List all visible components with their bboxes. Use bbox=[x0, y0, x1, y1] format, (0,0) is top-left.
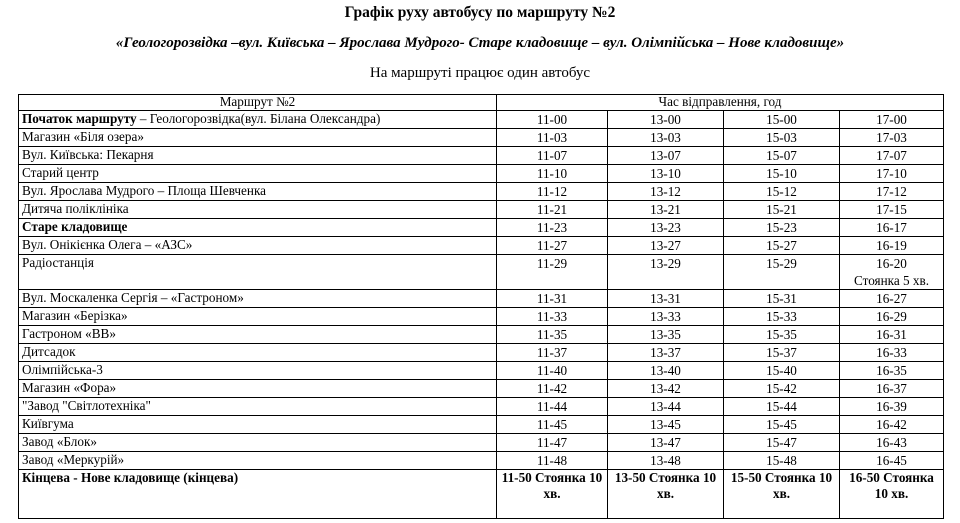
departure-time-3 bbox=[724, 290, 840, 308]
stop-name bbox=[19, 201, 497, 219]
table-row bbox=[19, 111, 944, 129]
departure-time-2 bbox=[608, 434, 724, 452]
stop-name bbox=[19, 183, 497, 201]
final-departure-time-1: 11-50 Стоянка 10 хв. bbox=[497, 470, 608, 519]
table-header-row bbox=[19, 95, 944, 111]
time-value: 15-07 bbox=[766, 148, 797, 163]
departure-time-1 bbox=[497, 219, 608, 237]
time-value: 13-00 bbox=[650, 112, 681, 127]
time-value: 15-47 bbox=[766, 435, 797, 450]
stop-name bbox=[19, 129, 497, 147]
departure-time-1 bbox=[497, 380, 608, 398]
departure-time-1 bbox=[497, 111, 608, 129]
time-value: 15-21 bbox=[766, 202, 797, 217]
departure-time-4 bbox=[840, 219, 944, 237]
departure-time-3 bbox=[724, 326, 840, 344]
time-value: 17-15 bbox=[876, 202, 907, 217]
departure-time-1 bbox=[497, 398, 608, 416]
time-value: 11-44 bbox=[536, 399, 568, 414]
time-value: 15-29 bbox=[766, 256, 797, 271]
header-route: Маршрут №2 bbox=[19, 95, 497, 111]
departure-time-2 bbox=[608, 416, 724, 434]
time-value: 15-27 bbox=[766, 238, 797, 253]
time-value: 15-44 bbox=[766, 399, 797, 414]
stop-name-text: Дитсадок bbox=[22, 344, 76, 359]
time-value: 15-45 bbox=[766, 417, 797, 432]
table-row bbox=[19, 434, 944, 452]
departure-time-1 bbox=[497, 434, 608, 452]
time-value: 15-03 bbox=[766, 130, 797, 145]
stop-name bbox=[19, 416, 497, 434]
route-description: «Геологорозвідка –вул. Київська – Ярослава Мудрого- Старе кладовище – вул. Олімпійська – Нове кладовище» bbox=[115, 35, 845, 51]
table-row bbox=[19, 344, 944, 362]
time-value: 16-20 bbox=[876, 256, 907, 271]
table-row bbox=[19, 255, 944, 290]
time-value: 15-00 bbox=[766, 112, 797, 127]
departure-time-3 bbox=[724, 219, 840, 237]
departure-time-2 bbox=[608, 129, 724, 147]
departure-time-4 bbox=[840, 362, 944, 380]
departure-time-3 bbox=[724, 201, 840, 219]
departure-time-1 bbox=[497, 129, 608, 147]
departure-time-3 bbox=[724, 398, 840, 416]
table-row bbox=[19, 326, 944, 344]
table-row bbox=[19, 165, 944, 183]
time-value: 13-03 bbox=[650, 130, 681, 145]
table-row bbox=[19, 129, 944, 147]
departure-time-3 bbox=[724, 380, 840, 398]
time-value: 11-37 bbox=[536, 345, 568, 360]
stop-name-text: Вул. Москаленка Сергія – «Гастроном» bbox=[22, 290, 244, 305]
departure-time-2 bbox=[608, 183, 724, 201]
stop-name bbox=[19, 398, 497, 416]
departure-time-4 bbox=[840, 255, 944, 290]
stop-name-text: Старий центр bbox=[22, 165, 99, 180]
departure-time-4 bbox=[840, 129, 944, 147]
departure-time-1 bbox=[497, 362, 608, 380]
departure-time-2 bbox=[608, 326, 724, 344]
departure-time-2 bbox=[608, 290, 724, 308]
time-value: 11-27 bbox=[536, 238, 568, 253]
departure-time-3 bbox=[724, 344, 840, 362]
table-row bbox=[19, 380, 944, 398]
bus-note: На маршруті працює один автобус bbox=[369, 65, 591, 81]
departure-time-3 bbox=[724, 308, 840, 326]
time-value: 13-23 bbox=[650, 220, 681, 235]
departure-time-2 bbox=[608, 308, 724, 326]
departure-time-2 bbox=[608, 362, 724, 380]
time-value: 11-07 bbox=[536, 148, 568, 163]
departure-time-4 bbox=[840, 344, 944, 362]
departure-time-4 bbox=[840, 183, 944, 201]
stop-name-text: Завод «Блок» bbox=[22, 434, 97, 449]
layover-note: Стоянка 5 хв. bbox=[853, 273, 930, 288]
time-value: 13-21 bbox=[650, 202, 681, 217]
time-value: 16-39 bbox=[876, 399, 907, 414]
time-value: 16-42 bbox=[876, 417, 907, 432]
time-value: 17-00 bbox=[876, 112, 907, 127]
stop-name bbox=[19, 452, 497, 470]
time-value: 17-12 bbox=[876, 184, 907, 199]
time-value: 11-47 bbox=[536, 435, 568, 450]
departure-time-1 bbox=[497, 183, 608, 201]
stop-name bbox=[19, 308, 497, 326]
page-title: Графік руху автобусу по маршруту №2 bbox=[344, 4, 616, 21]
stop-name bbox=[19, 111, 497, 129]
departure-time-2 bbox=[608, 201, 724, 219]
time-value: 15-35 bbox=[766, 327, 797, 342]
time-value: 15-12 bbox=[766, 184, 797, 199]
departure-time-1 bbox=[497, 237, 608, 255]
time-value: 15-40 bbox=[766, 363, 797, 378]
time-value: 13-37 bbox=[650, 345, 681, 360]
stop-name-text: Завод «Меркурій» bbox=[22, 452, 125, 467]
stop-name-text: Гастроном «ВВ» bbox=[22, 326, 116, 341]
stop-name bbox=[19, 165, 497, 183]
stop-name-text: "Завод "Світлотехніка" bbox=[22, 398, 151, 413]
time-value: 16-37 bbox=[876, 381, 907, 396]
departure-time-4 bbox=[840, 416, 944, 434]
departure-time-1 bbox=[497, 255, 608, 290]
time-value: 15-23 bbox=[766, 220, 797, 235]
time-value: 16-43 bbox=[876, 435, 907, 450]
time-value: 13-31 bbox=[650, 291, 681, 306]
departure-time-1 bbox=[497, 416, 608, 434]
time-value: 11-00 bbox=[536, 112, 568, 127]
stop-name bbox=[19, 255, 497, 290]
table-row-final bbox=[19, 470, 944, 519]
departure-time-3 bbox=[724, 111, 840, 129]
departure-time-1 bbox=[497, 201, 608, 219]
time-value: 15-10 bbox=[766, 166, 797, 181]
time-value: 13-47 bbox=[650, 435, 681, 450]
departure-time-2 bbox=[608, 380, 724, 398]
departure-time-4 bbox=[840, 380, 944, 398]
stop-name bbox=[19, 434, 497, 452]
departure-time-3 bbox=[724, 434, 840, 452]
departure-time-1 bbox=[497, 452, 608, 470]
stop-name bbox=[19, 344, 497, 362]
departure-time-2 bbox=[608, 165, 724, 183]
final-stop-name: Кінцева - Нове кладовище (кінцева) bbox=[19, 470, 497, 519]
time-value: 13-10 bbox=[650, 166, 681, 181]
departure-time-1 bbox=[497, 344, 608, 362]
departure-time-1 bbox=[497, 290, 608, 308]
stop-name bbox=[19, 290, 497, 308]
time-value: 11-10 bbox=[536, 166, 568, 181]
time-value: 11-33 bbox=[536, 309, 568, 324]
time-value: 13-40 bbox=[650, 363, 681, 378]
departure-time-2 bbox=[608, 219, 724, 237]
departure-time-3 bbox=[724, 452, 840, 470]
stop-name-text: Магазин «Берізка» bbox=[22, 308, 128, 323]
table-row bbox=[19, 362, 944, 380]
departure-time-3 bbox=[724, 416, 840, 434]
departure-time-1 bbox=[497, 147, 608, 165]
time-value: 15-31 bbox=[766, 291, 797, 306]
departure-time-4 bbox=[840, 452, 944, 470]
time-value: 15-48 bbox=[766, 453, 797, 468]
header-departure-time: Час відправлення, год bbox=[497, 95, 944, 111]
departure-time-4 bbox=[840, 201, 944, 219]
departure-time-2 bbox=[608, 147, 724, 165]
time-value: 11-40 bbox=[536, 363, 568, 378]
time-value: 16-31 bbox=[876, 327, 907, 342]
time-value: 13-12 bbox=[650, 184, 681, 199]
time-value: 16-29 bbox=[876, 309, 907, 324]
table-row bbox=[19, 183, 944, 201]
time-value: 17-03 bbox=[876, 130, 907, 145]
time-value: 13-29 bbox=[650, 256, 681, 271]
departure-time-3 bbox=[724, 183, 840, 201]
departure-time-2 bbox=[608, 398, 724, 416]
stop-name-text: Магазин «Фора» bbox=[22, 380, 117, 395]
stop-name-text: Магазин «Біля озера» bbox=[22, 129, 144, 144]
table-row bbox=[19, 416, 944, 434]
departure-time-4 bbox=[840, 308, 944, 326]
time-value: 13-45 bbox=[650, 417, 681, 432]
time-value: 11-29 bbox=[536, 256, 568, 271]
stop-name-text: – Геологорозвідка(вул. Білана Олександра) bbox=[136, 111, 381, 126]
stop-name-text: Київгума bbox=[22, 416, 74, 431]
time-value: 11-23 bbox=[536, 220, 568, 235]
final-departure-time-2: 13-50 Стоянка 10 хв. bbox=[608, 470, 724, 519]
stop-name-text: Вул. Ярослава Мудрого – Площа Шевченка bbox=[22, 183, 267, 198]
time-value: 11-42 bbox=[536, 381, 568, 396]
stop-name bbox=[19, 237, 497, 255]
stop-name-text: Дитяча поліклініка bbox=[22, 201, 129, 216]
departure-time-4 bbox=[840, 398, 944, 416]
departure-time-4 bbox=[840, 326, 944, 344]
time-value: 16-27 bbox=[876, 291, 907, 306]
departure-time-3 bbox=[724, 255, 840, 290]
stop-name-bold: Старе кладовище bbox=[22, 219, 128, 234]
departure-time-3 bbox=[724, 165, 840, 183]
departure-time-4 bbox=[840, 147, 944, 165]
time-value: 16-35 bbox=[876, 363, 907, 378]
departure-time-2 bbox=[608, 255, 724, 290]
time-value: 13-42 bbox=[650, 381, 681, 396]
time-value: 16-45 bbox=[876, 453, 907, 468]
departure-time-4 bbox=[840, 237, 944, 255]
table-row bbox=[19, 147, 944, 165]
stop-name bbox=[19, 147, 497, 165]
final-departure-time-3: 15-50 Стоянка 10 хв. bbox=[724, 470, 840, 519]
stop-name-text: Вул. Онікієнка Олега – «АЗС» bbox=[22, 237, 193, 252]
time-value: 16-33 bbox=[876, 345, 907, 360]
time-value: 11-35 bbox=[536, 327, 568, 342]
stop-name bbox=[19, 362, 497, 380]
departure-time-2 bbox=[608, 452, 724, 470]
time-value: 11-48 bbox=[536, 453, 568, 468]
time-value: 16-17 bbox=[876, 220, 907, 235]
time-value: 13-27 bbox=[650, 238, 681, 253]
departure-time-4 bbox=[840, 165, 944, 183]
stop-name-bold: Початок маршруту bbox=[22, 111, 137, 126]
time-value: 16-19 bbox=[876, 238, 907, 253]
departure-time-4 bbox=[840, 290, 944, 308]
departure-time-2 bbox=[608, 111, 724, 129]
table-row bbox=[19, 398, 944, 416]
departure-time-4 bbox=[840, 434, 944, 452]
table-row bbox=[19, 290, 944, 308]
time-value: 11-31 bbox=[536, 291, 568, 306]
stop-name bbox=[19, 326, 497, 344]
time-value: 11-12 bbox=[536, 184, 568, 199]
final-departure-time-4: 16-50 Стоянка 10 хв. bbox=[840, 470, 944, 519]
table-row bbox=[19, 201, 944, 219]
time-value: 13-07 bbox=[650, 148, 681, 163]
schedule-table bbox=[18, 94, 944, 519]
departure-time-4 bbox=[840, 111, 944, 129]
stop-name-text: Олімпійська-3 bbox=[22, 362, 103, 377]
departure-time-1 bbox=[497, 326, 608, 344]
time-value: 17-10 bbox=[876, 166, 907, 181]
table-row bbox=[19, 237, 944, 255]
time-value: 11-21 bbox=[536, 202, 568, 217]
time-value: 13-35 bbox=[650, 327, 681, 342]
table-row bbox=[19, 219, 944, 237]
time-value: 17-07 bbox=[876, 148, 907, 163]
table-row bbox=[19, 452, 944, 470]
time-value: 11-45 bbox=[536, 417, 568, 432]
time-value: 11-03 bbox=[536, 130, 568, 145]
departure-time-2 bbox=[608, 237, 724, 255]
departure-time-3 bbox=[724, 237, 840, 255]
time-value: 15-42 bbox=[766, 381, 797, 396]
time-value: 13-44 bbox=[650, 399, 681, 414]
departure-time-1 bbox=[497, 308, 608, 326]
stop-name bbox=[19, 380, 497, 398]
stop-name-text: Вул. Київська: Пекарня bbox=[22, 147, 154, 162]
time-value: 13-33 bbox=[650, 309, 681, 324]
departure-time-3 bbox=[724, 147, 840, 165]
time-value: 15-33 bbox=[766, 309, 797, 324]
stop-name bbox=[19, 219, 497, 237]
stop-name-text: Радіостанція bbox=[22, 255, 94, 270]
departure-time-1 bbox=[497, 165, 608, 183]
departure-time-3 bbox=[724, 362, 840, 380]
departure-time-3 bbox=[724, 129, 840, 147]
table-row bbox=[19, 308, 944, 326]
time-value: 15-37 bbox=[766, 345, 797, 360]
time-value: 13-48 bbox=[650, 453, 681, 468]
departure-time-2 bbox=[608, 344, 724, 362]
